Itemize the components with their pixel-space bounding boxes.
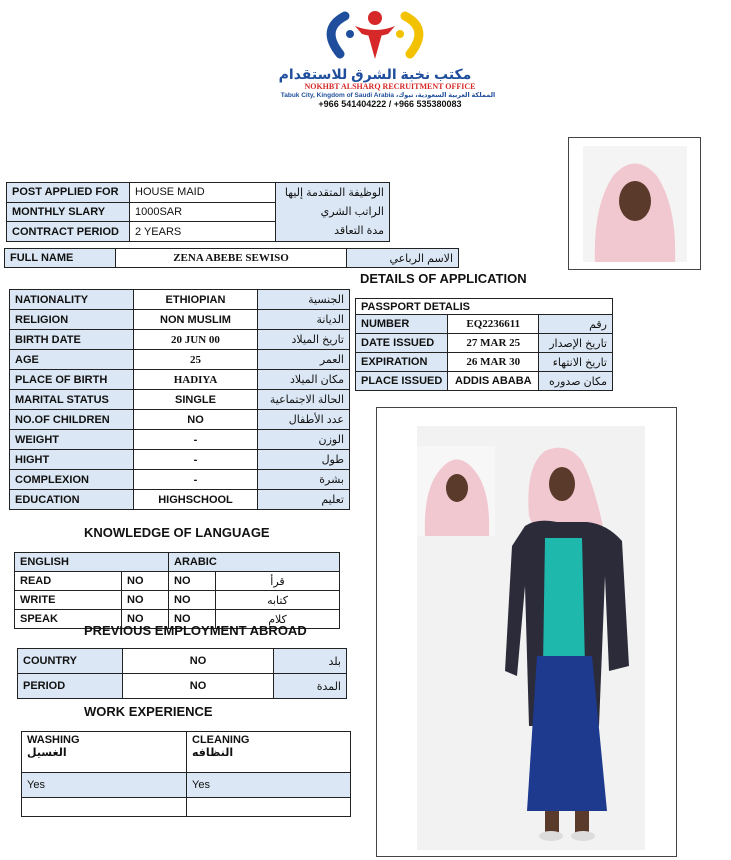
passport-arabic-label: تاريخ الانتهاء bbox=[539, 353, 613, 372]
detail-arabic-label: عدد الأطفال bbox=[258, 410, 350, 430]
passport-value: ADDIS ABABA bbox=[448, 372, 539, 391]
details-heading: DETAILS OF APPLICATION bbox=[360, 271, 527, 286]
passport-value: 26 MAR 30 bbox=[448, 353, 539, 372]
language-arabic-value: NO bbox=[169, 572, 216, 591]
company-arabic-name: مكتب نخبة الشرق للاستقدام bbox=[278, 66, 472, 82]
employment-label: PERIOD bbox=[18, 674, 123, 699]
detail-arabic-label: الحالة الاجتماعية bbox=[258, 390, 350, 410]
table-row bbox=[10, 290, 350, 310]
detail-value: NO bbox=[134, 410, 258, 430]
passport-value: 27 MAR 25 bbox=[448, 334, 539, 353]
passport-arabic-label: مكان صدوره bbox=[539, 372, 613, 391]
language-skill: READ bbox=[15, 572, 122, 591]
passport-title: PASSPORT DETALIS bbox=[356, 299, 613, 315]
detail-label: WEIGHT bbox=[10, 430, 134, 450]
language-skill: SPEAK bbox=[15, 610, 122, 629]
job-label: MONTHLY SLARY bbox=[7, 202, 130, 222]
company-english-name: NOKHBT ALSHARQ RECRUITMENT OFFICE bbox=[304, 82, 476, 91]
table-row bbox=[10, 450, 350, 470]
detail-arabic-label: طول bbox=[258, 450, 350, 470]
language-heading: KNOWLEDGE OF LANGUAGE bbox=[84, 525, 270, 540]
language-arabic-value: NO bbox=[169, 591, 216, 610]
detail-arabic-label: الديانة bbox=[258, 310, 350, 330]
table-row bbox=[22, 732, 351, 773]
passport-label: EXPIRATION bbox=[356, 353, 448, 372]
detail-label: NATIONALITY bbox=[10, 290, 134, 310]
table-row bbox=[15, 591, 340, 610]
full-name-value: ZENA ABEBE SEWISO bbox=[116, 249, 347, 268]
applicant-portrait-photo bbox=[583, 146, 687, 262]
table-row bbox=[356, 299, 613, 315]
language-english-value: NO bbox=[122, 572, 169, 591]
detail-value: SINGLE bbox=[134, 390, 258, 410]
detail-label: BIRTH DATE bbox=[10, 330, 134, 350]
language-col-arabic: ARABIC bbox=[169, 553, 340, 572]
company-logo bbox=[300, 4, 450, 68]
table-row bbox=[5, 249, 459, 268]
language-english-value: NO bbox=[122, 591, 169, 610]
company-phones: +966 541404222 / +966 535380083 bbox=[318, 99, 462, 109]
table-row bbox=[356, 353, 613, 372]
detail-label: HIGHT bbox=[10, 450, 134, 470]
details-table bbox=[9, 289, 350, 510]
detail-label: AGE bbox=[10, 350, 134, 370]
detail-label: MARITAL STATUS bbox=[10, 390, 134, 410]
full-body-photo-frame bbox=[376, 407, 677, 857]
detail-value: 25 bbox=[134, 350, 258, 370]
detail-label: PLACE OF BIRTH bbox=[10, 370, 134, 390]
detail-arabic-label: تاريخ الميلاد bbox=[258, 330, 350, 350]
detail-arabic-label: الوزن bbox=[258, 430, 350, 450]
detail-arabic-label: مكان الميلاد bbox=[258, 370, 350, 390]
full-name-arabic-label: الاسم الرباعي bbox=[347, 249, 459, 268]
table-row bbox=[7, 183, 390, 203]
detail-value: - bbox=[134, 450, 258, 470]
job-arabic-label: الوظيفة المتقدمة إليها الراتب الشري مدة التعاقد bbox=[276, 183, 390, 242]
detail-value: HADIYA bbox=[134, 370, 258, 390]
table-row bbox=[10, 310, 350, 330]
detail-label: COMPLEXION bbox=[10, 470, 134, 490]
employment-value: NO bbox=[123, 674, 274, 699]
table-row bbox=[10, 370, 350, 390]
table-row bbox=[10, 350, 350, 370]
experience-table bbox=[21, 731, 351, 817]
detail-arabic-label: العمر bbox=[258, 350, 350, 370]
table-row bbox=[18, 674, 347, 699]
passport-label: PLACE ISSUED bbox=[356, 372, 448, 391]
table-row bbox=[10, 330, 350, 350]
passport-arabic-label: رقم bbox=[539, 315, 613, 334]
job-value: 2 YEARS bbox=[130, 222, 276, 242]
detail-value: ETHIOPIAN bbox=[134, 290, 258, 310]
employment-arabic-label: بلد bbox=[274, 649, 347, 674]
language-skill-arabic: كلام bbox=[216, 610, 340, 629]
table-row bbox=[22, 798, 351, 817]
passport-arabic-label: تاريخ الإصدار bbox=[539, 334, 613, 353]
language-skill-arabic: كتابه bbox=[216, 591, 340, 610]
job-table bbox=[6, 182, 390, 242]
table-row bbox=[22, 773, 351, 798]
full-name-label: FULL NAME bbox=[5, 249, 116, 268]
full-body-photo bbox=[417, 426, 645, 850]
detail-arabic-label: الجنسية bbox=[258, 290, 350, 310]
passport-table bbox=[355, 298, 613, 391]
language-skill: WRITE bbox=[15, 591, 122, 610]
detail-value: - bbox=[134, 470, 258, 490]
employment-label: COUNTRY bbox=[18, 649, 123, 674]
employment-value: NO bbox=[123, 649, 274, 674]
employment-arabic-label: المدة bbox=[274, 674, 347, 699]
full-name-table bbox=[4, 248, 459, 268]
job-label: CONTRACT PERIOD bbox=[7, 222, 130, 242]
experience-cleaning-header: CLEANING النظافه bbox=[187, 732, 351, 773]
passport-label: DATE ISSUED bbox=[356, 334, 448, 353]
table-row bbox=[356, 334, 613, 353]
job-label: POST APPLIED FOR bbox=[7, 183, 130, 203]
language-table bbox=[14, 552, 340, 629]
table-row bbox=[356, 315, 613, 334]
detail-arabic-label: تعليم bbox=[258, 490, 350, 510]
employment-heading: PREVIOUS EMPLOYMENT ABROAD bbox=[84, 623, 307, 638]
table-row bbox=[10, 490, 350, 510]
language-arabic-value: NO bbox=[169, 610, 216, 629]
table-row bbox=[10, 410, 350, 430]
passport-label: NUMBER bbox=[356, 315, 448, 334]
applicant-portrait-frame bbox=[568, 137, 701, 270]
employment-table bbox=[17, 648, 347, 699]
table-row bbox=[18, 649, 347, 674]
experience-cleaning-value: Yes bbox=[187, 773, 351, 798]
job-value: 1000SAR bbox=[130, 202, 276, 222]
experience-spacer bbox=[22, 798, 187, 817]
language-english-value: NO bbox=[122, 610, 169, 629]
table-row bbox=[10, 390, 350, 410]
detail-value: NON MUSLIM bbox=[134, 310, 258, 330]
table-row bbox=[15, 553, 340, 572]
job-value: HOUSE MAID bbox=[130, 183, 276, 203]
experience-heading: WORK EXPERIENCE bbox=[84, 704, 213, 719]
detail-value: 20 JUN 00 bbox=[134, 330, 258, 350]
detail-label: RELIGION bbox=[10, 310, 134, 330]
detail-label: EDUCATION bbox=[10, 490, 134, 510]
detail-value: - bbox=[134, 430, 258, 450]
detail-value: HIGHSCHOOL bbox=[134, 490, 258, 510]
table-row bbox=[356, 372, 613, 391]
table-row bbox=[10, 430, 350, 450]
company-location: Tabuk City, Kingdom of Saudi Arabia ،المملكة العربية السعودية، تبوك bbox=[280, 92, 496, 99]
passport-value: EQ2236611 bbox=[448, 315, 539, 334]
language-col-english: ENGLISH bbox=[15, 553, 169, 572]
experience-washing-value: Yes bbox=[22, 773, 187, 798]
table-row bbox=[15, 572, 340, 591]
detail-arabic-label: بشرة bbox=[258, 470, 350, 490]
experience-spacer bbox=[187, 798, 351, 817]
detail-label: NO.OF CHILDREN bbox=[10, 410, 134, 430]
language-skill-arabic: قرأ bbox=[216, 572, 340, 591]
table-row bbox=[10, 470, 350, 490]
experience-washing-header: WASHING الغسيل bbox=[22, 732, 187, 773]
